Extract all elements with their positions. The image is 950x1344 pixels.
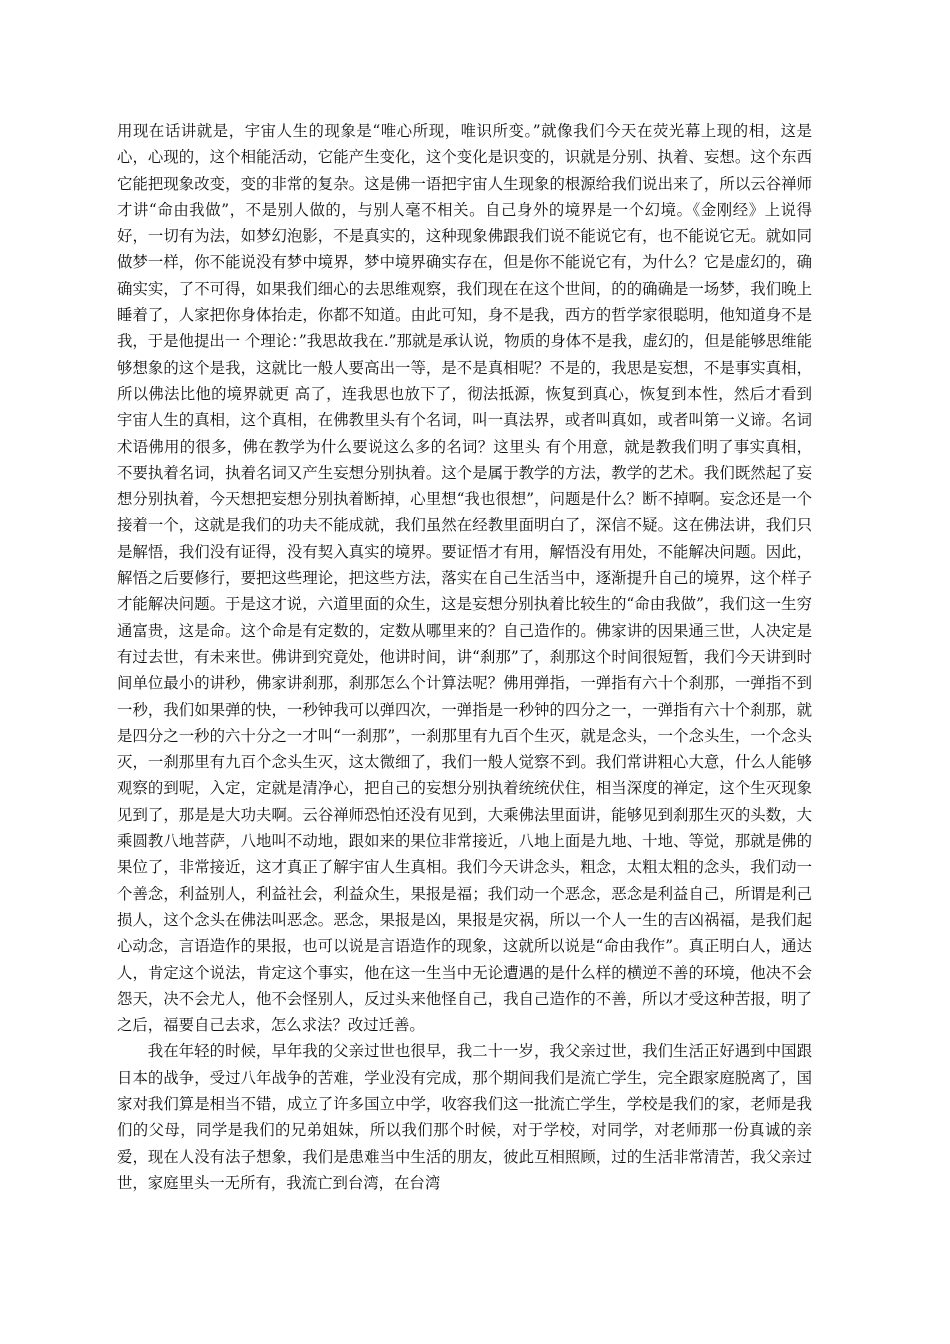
document-page: [117, 118, 812, 1196]
paragraph: 我在年轻的时候，早年我的父亲过世也很早，我二十一岁，我父亲过世，我们生活正好遇到中国跟日本的战争，受过八年战争的苦难，学业没有完成，那个期间我们是流亡学生，完全跟家庭脱离了，国家对我们算是相当不错，成立了许多国立中学，收容我们这一批流亡学生，学校是我们的家，老师是我们的父母，同学是我们的兄弟姐妹，所以我们那个时候，对于学校，对同学，对老师那一份真诚的亲爱，现在人没有法子想象，我们是患难当中生活的朋友，彼此互相照顾，过的生活非常清苦，我父亲过世，家庭里头一无所有，我流亡到台湾，在台湾: [117, 1042, 812, 1192]
paragraph: 用现在话讲就是，宇宙人生的现象是“唯心所现，唯识所变。”就像我们今天在荧光幕上现的相，这是心，心现的，这个相能活动，它能产生变化，这个变化是识变的，识就是分别、执着、妄想。这个东西它能把现象改变，变的非常的复杂。这是佛一语把宇宙人生现象的根源给我们说出来了，所以云谷禅师才讲“命由我做”，不是别人做的，与别人毫不相关。自己身外的境界是一个幻境。《金刚经》上说得好，一切有为法，如梦幻泡影，不是真实的，这种现象佛跟我们说不能说它有，也不能说它无。就如同做梦一样，你不能说没有梦中境界，梦中境界确实存在，但是你不能说它有，为什么？它是虚幻的，确确实实，了不可得，如果我们细心的去思维观察，我们现在在这个世间，的的确确是一场梦，我们晚上睡着了，人家把你身体抬走，你都不知道。由此可知，身不是我，西方的哲学家很聪明，他知道身不是我，于是他提出一 个理论：”我思故我在.”那就是承认说，物质的身体不是我，虚幻的，但是能够思维能够想象的这个是我，这就比一般人要高出一等，是不是真相呢？不是的，我思是妄想，不是事实真相，所以佛法比他的境界就更 高了，连我思也放下了，彻法抵源，恢复到真心，恢复到本性，然后才看到宇宙人生的真相，这个真相，在佛教里头有个名词，叫一真法界，或者叫真如，或者叫第一义谛。名词术语佛用的很多，佛在教学为什么要说这么多的名词？这里头 有个用意，就是教我们明了事实真相，不要执着名词，执着名词又产生妄想分别执着。这个是属于教学的方法，教学的艺术。我们既然起了妄想分别执着，今天想把妄想分别执着断掉，心里想“我也很想”，问题是什么？断不掉啊。妄念还是一个接着一个，这就是我们的功夫不能成就，我们虽然在经教里面明白了，深信不疑。这在佛法讲，我们只是解悟，我们没有证得，没有契入真实的境界。要证悟才有用，解悟没有用处，不能解决问题。因此，解悟之后要修行，要把这些理论，把这些方法，落实在自己生活当中，逐渐提升自己的境界，这个样子才能解决问题。于是这才说，六道里面的众生，这是妄想分别执着比较生的“命由我做”，我们这一生穷通富贵，这是命。这个命是有定数的，定数从哪里来的？自己造作的。佛家讲的因果通三世，人决定是有过去世，有未来世。佛讲到究竟处，他讲时间，讲“刹那”了，刹那这个时间很短暂，我们今天讲到时间单位最小的讲秒，佛家讲刹那，刹那怎么个计算法呢？佛用弹指，一弹指有六十个刹那，一弹指不到一秒，我们如果弹的快，一秒钟我可以弹四次，一弹指是一秒钟的四分之一，一弹指有六十个刹那，就是四分之一秒的六十分之一才叫“一刹那”，一刹那里有九百个生灭，就是念头，一个念头生，一个念头灭，一刹那里有九百个念头生灭，这太微细了，我们一般人觉察不到。我们常讲粗心大意，什么人能够观察的到呢，入定，定就是清净心，把自己的妄想分别执着统统伏住，相当深度的禅定，这个生灭现象见到了，那是是大功夫啊。云谷禅师恐怕还没有见到，大乘佛法里面讲，能够见到刹那生灭的头数，大乘圆教八地菩萨，八地叫不动地，跟如来的果位非常接近，八地上面是九地、十地、等觉，那就是佛的果位了，非常接近，这才真正了解宇宙人生真相。我们今天讲念头，粗念，太粗太粗的念头，我们动一个善念，利益别人，利益社会，利益众生，果报是福；我们动一个恶念，恶念是利益自己，所谓是利己损人，这个念头在佛法叫恶念。恶念，果报是凶，果报是灾祸，所以一个人一生的吉凶祸福，是我们起心动念，言语造作的果报，也可以说是言语造作的现象，这就所以说是“命由我作”。真正明白人，通达人，肯定这个说法，肯定这个事实，他在这一生当中无论遭遇的是什么样的横逆不善的环境，他决不会怨天，决不会尤人，他不会怪别人，反过头来他怪自己，我自己造作的不善，所以才受这种苦报，明了之后，福要自己去求，怎么求法？改过迁善。: [117, 122, 813, 1035]
